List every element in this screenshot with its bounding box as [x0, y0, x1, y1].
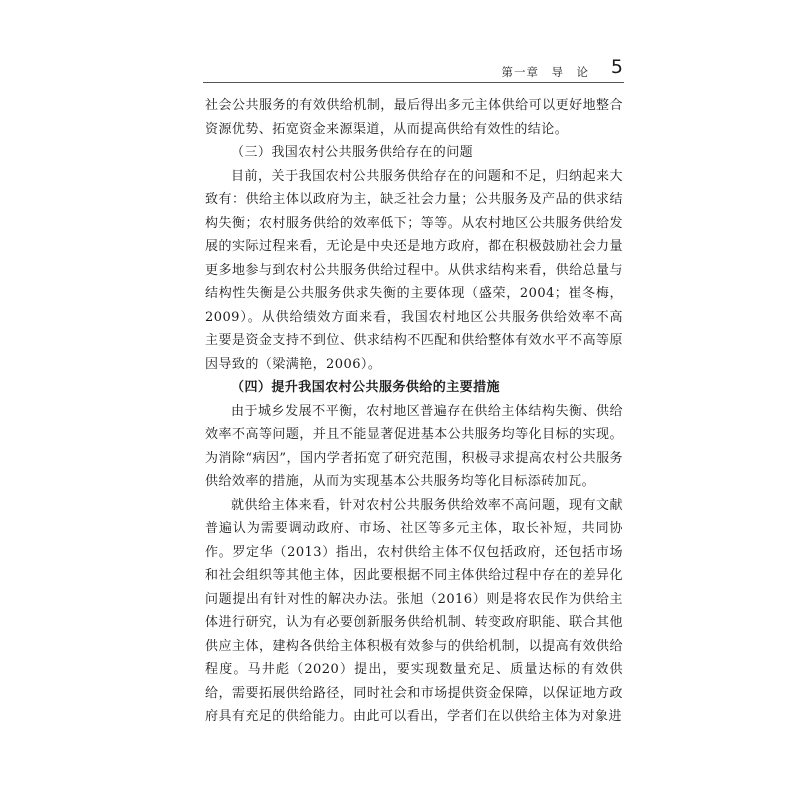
section-heading-3: （三）我国农村公共服务供给存在的问题: [231, 145, 474, 160]
paragraph-continuation: 社会公共服务的有效供给机制，最后得出多元主体供给可以更好地整合资源优势、拓宽资金来源渠道，从而提高供给有效性的结论。: [205, 98, 623, 137]
paragraph-supply-subjects: 就供给主体来看，针对农村公共服务供给效率不高问题，现有文献普遍认为需要调动政府、市场、社区等多元主体，取长补短，共同协作。罗定华（2013）指出，农村供给主体不仅包括政府，还包括市场和社会组织等其他主体，因此要根据不同主体供给过程中存在的差异化问题提出有针对性的解决办法。张旭（2016）则是将农民作为供给主体进行研究，认为有必要创新服务供给机制、转变政府职能、联合其他供应主体，建构各供给主体积极有效参与的供给机制，以提高有效供给程度。马井彪（2020）提出，要实现数量充足、质量达标的有效供给，需要拓展供给路径，同时社会和市场提供资金保障，以保证地方政府具有充足的供给能力。由此可以看出，学者们在以供给主体为对象进: [205, 497, 623, 724]
chapter-label: 第一章 导 论: [501, 65, 589, 79]
running-head: [205, 56, 623, 82]
page-number: 5: [610, 56, 623, 78]
paragraph-problems: 目前，关于我国农村公共服务供给存在的问题和不足，归纳起来大致有：供给主体以政府为主，缺乏社会力量；公共服务及产品的供求结构失衡；农村服务供给的效率低下；等等。从农村地区公共服务供给发展的实际过程来看，无论是中央还是地方政府，都在积极鼓励社会力量更多地参与到农村公共服务供给过程中。从供求结构来看，供给总量与结构性失衡是公共服务供求失衡的主要体现（盛荣，2004；崔冬梅，2009）。从供给绩效方面来看，我国农村地区公共服务供给效率不高主要是资金支持不到位、供求结构不匹配和供给整体有效水平不高等原因导致的（梁满艳，2006）。: [205, 168, 623, 372]
header-rule: [203, 82, 624, 83]
paragraph-measures-intro: 由于城乡发展不平衡，农村地区普遍存在供给主体结构失衡、供给效率不高等问题，并且不能显著促进基本公共服务均等化目标的实现。为消除“病因”，国内学者拓宽了研究范围，积极寻求提高农村公共服务供给效率的措施，从而为实现基本公共服务均等化目标添砖加瓦。: [205, 403, 623, 489]
section-heading-4: （四）提升我国农村公共服务供给的主要措施: [231, 380, 501, 395]
body-text: [205, 94, 623, 729]
